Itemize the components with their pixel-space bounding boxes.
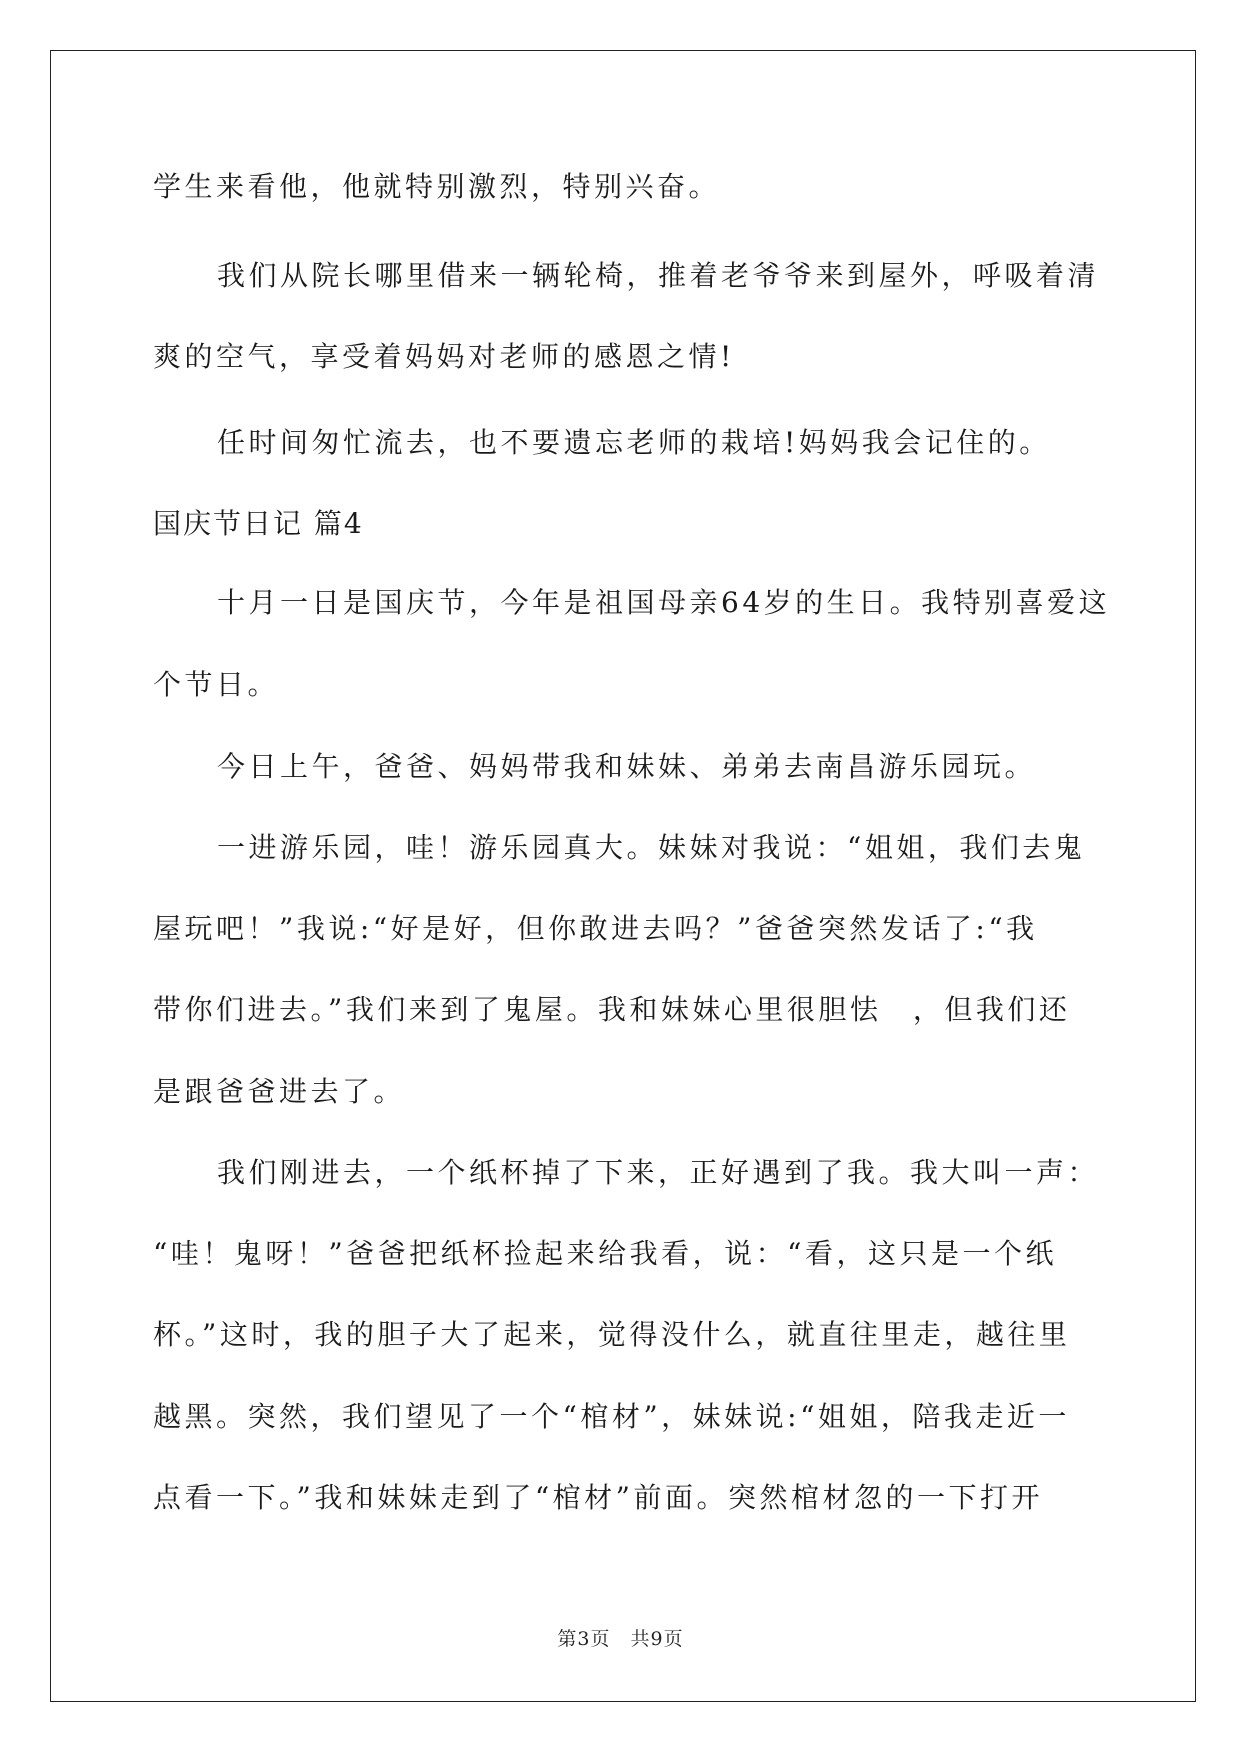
paragraph-line: 一进游乐园，哇！游乐园真大。妹妹对我说：“姐姐，我们去鬼 — [217, 831, 1086, 864]
page-number: 第3页 共9页 — [557, 1628, 684, 1650]
paragraph-line: 今日上午，爸爸、妈妈带我和妹妹、弟弟去南昌游乐园玩。 — [217, 750, 1037, 783]
paragraph-line: 带你们进去。”我们来到了鬼屋。我和妹妹心里很胆怯 ，但我们还 — [153, 993, 1071, 1026]
paragraph-line: 十月一日是国庆节，今年是祖国母亲64岁的生日。我特别喜爱这 — [217, 586, 1111, 619]
paragraph-line: 爽的空气，享受着妈妈对老师的感恩之情! — [153, 340, 735, 373]
paragraph-line: 任时间匆忙流去，也不要遗忘老师的栽培!妈妈我会记住的。 — [217, 426, 1051, 459]
paragraph-line: 我们刚进去，一个纸杯掉了下来，正好遇到了我。我大叫一声： — [217, 1156, 1100, 1189]
paragraph-line: 我们从院长哪里借来一辆轮椅，推着老爷爷来到屋外，呼吸着清 — [217, 259, 1100, 292]
paragraph-line: 学生来看他，他就特别激烈，特别兴奋。 — [153, 170, 721, 203]
paragraph-line: 杯。”这时，我的胆子大了起来，觉得没什么，就直往里走，越往里 — [153, 1318, 1071, 1351]
page-border — [50, 50, 1196, 1702]
paragraph-line: 越黑。突然，我们望见了一个“棺材”，妹妹说:“姐姐，陪我走近一 — [153, 1400, 1070, 1433]
paragraph-line: 点看一下。”我和妹妹走到了“棺材”前面。突然棺材忽的一下打开 — [153, 1481, 1043, 1514]
paragraph-line: “哇！鬼呀！”爸爸把纸杯捡起来给我看，说：“看，这只是一个纸 — [153, 1237, 1057, 1270]
paragraph-line: 是跟爸爸进去了。 — [153, 1075, 406, 1108]
paragraph-line: 屋玩吧！”我说:“好是好，但你敢进去吗？”爸爸突然发话了:“我 — [153, 912, 1038, 945]
section-heading: 国庆节日记 篇4 — [153, 507, 364, 540]
paragraph-line: 个节日。 — [153, 668, 280, 701]
